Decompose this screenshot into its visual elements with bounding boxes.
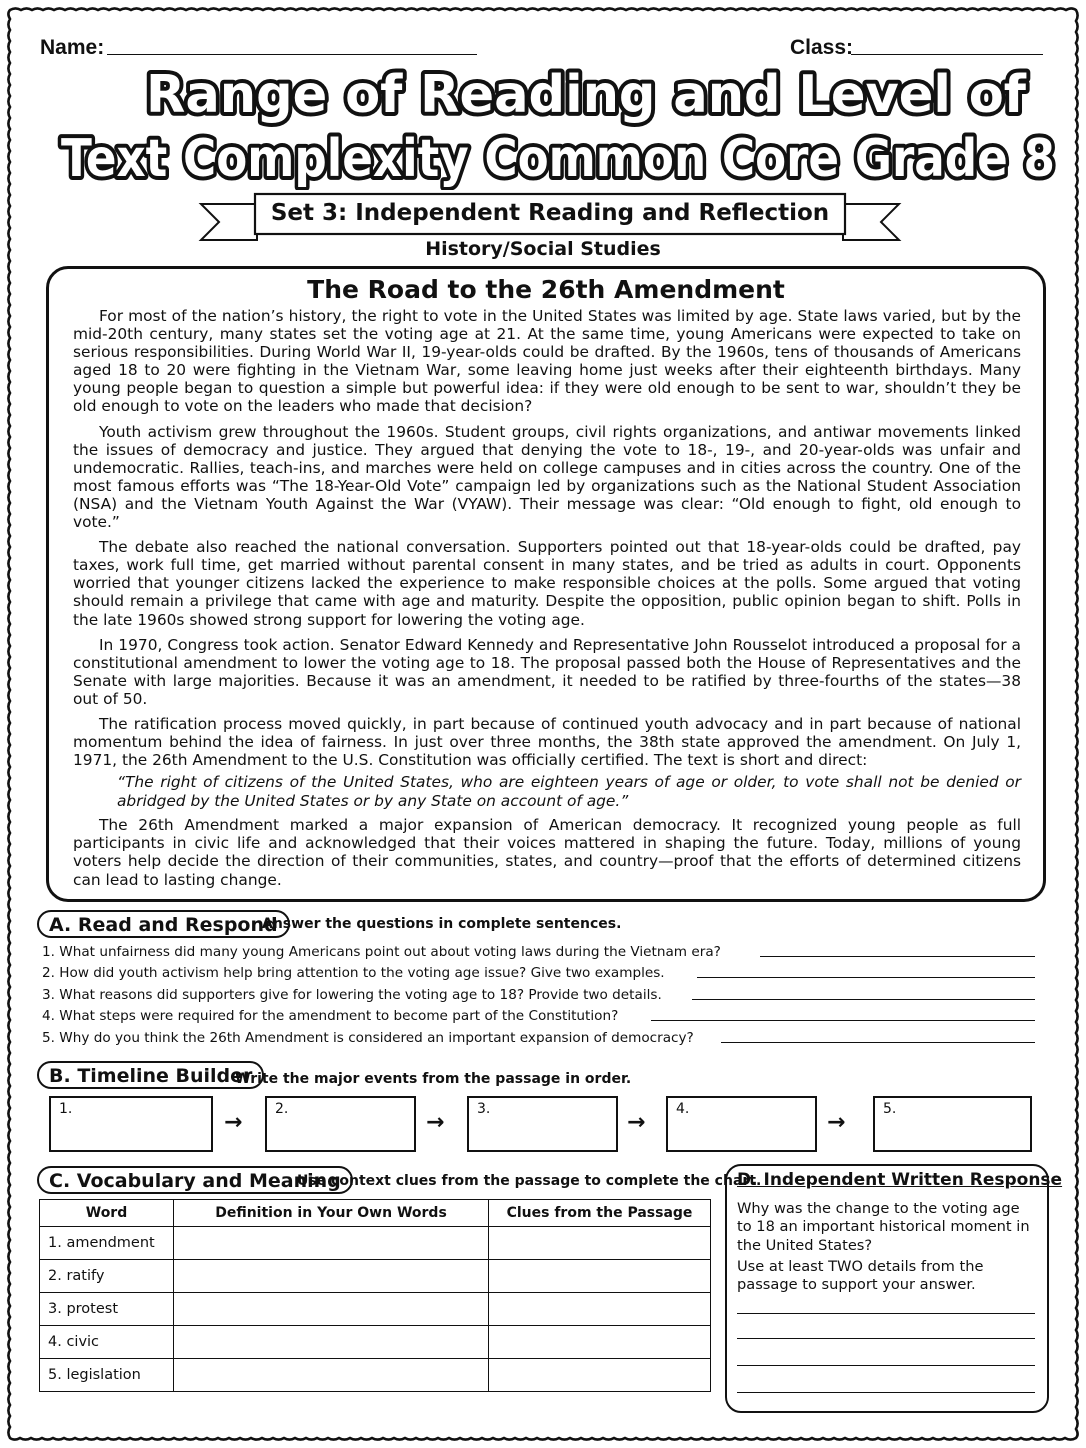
table-row (40, 1260, 711, 1293)
response-line[interactable] (737, 1338, 1035, 1339)
passage-paragraph: The debate also reached the national conversation. Supporters pointed out that 18-year-olds could be drafted, pay taxes, work full time, get married without parental consent in many states, and be tried as adults in court. Opponents worried that younger citizens lacked the experience to make responsible choices at the polls. Some argued that voting should remain a privilege that came with age and maturity. Despite the opposition, public opinion began to shift. Polls in the late 1960s showed strong support for lowering the voting age. (73, 538, 1021, 629)
vocab-word: 2. ratify (40, 1260, 174, 1293)
response-line[interactable] (737, 1313, 1035, 1314)
clues-cell[interactable] (489, 1260, 711, 1293)
vocab-word: 4. civic (40, 1326, 174, 1359)
definition-cell[interactable] (174, 1359, 489, 1392)
section-d-instruction: Use at least TWO details from the passage to support your answer. (737, 1258, 984, 1294)
section-a-label: A. Read and Respond (37, 910, 290, 938)
definition-cell[interactable] (174, 1260, 489, 1293)
amendment-quote: “The right of citizens of the United States, who are eighteen years of age or older, to vote shall not be denied or abridged by the United States or by any State on account of age.” (117, 773, 1021, 810)
timeline-box-3[interactable] (467, 1096, 618, 1152)
timeline-box-1[interactable] (49, 1096, 213, 1152)
definition-cell[interactable] (174, 1227, 489, 1260)
subject-label: History/Social Studies (425, 238, 661, 260)
section-d-prompt: Why was the change to the voting age to 18 an important historical moment in the United States? (737, 1200, 1030, 1254)
timeline-box-2[interactable] (265, 1096, 416, 1152)
answer-line-3[interactable] (692, 999, 1035, 1000)
definition-cell[interactable] (174, 1326, 489, 1359)
section-b-instruction: Write the major events from the passage in order. (235, 1071, 632, 1087)
column-header-word: Word (40, 1200, 174, 1227)
name-field[interactable] (107, 54, 477, 55)
title-line-1: Range of Reading and Level of (146, 65, 1028, 125)
set-title-banner (255, 194, 845, 232)
column-header-definition: Definition in Your Own Words (174, 1200, 489, 1227)
timeline-box-5[interactable] (873, 1096, 1032, 1152)
question-5: 5. Why do you think the 26th Amendment is considered an important expansion of democracy? (42, 1030, 694, 1046)
question-4: 4. What steps were required for the amendment to become part of the Constitution? (42, 1008, 619, 1024)
passage-title: The Road to the 26th Amendment (307, 275, 785, 304)
answer-line-1[interactable] (760, 956, 1035, 957)
written-response-box (725, 1164, 1063, 1413)
section-c-instruction: Use context clues from the passage to complete the chart. (297, 1173, 762, 1189)
table-row (40, 1359, 711, 1392)
title-line-2: Text Complexity Common Core Grade 8 (61, 129, 1055, 189)
response-line[interactable] (737, 1365, 1035, 1366)
vocab-word: 5. legislation (40, 1359, 174, 1392)
question-3: 3. What reasons did supporters give for lowering the voting age to 18? Provide two details. (42, 987, 662, 1003)
timeline-number: 4. (676, 1101, 690, 1117)
passage-paragraph: Youth activism grew throughout the 1960s. Student groups, civil rights organizations, and antiwar movements linked the issues of democracy and justice. They argued that denying the vote to 18-, 19-, and 20-year-olds was unfair and undemocratic. Rallies, teach-ins, and marches were held on college campuses and in cities across the country. One of the most famous efforts was “The 18-Year-Old Vote” campaign led by organizations such as the National Student Association (NSA) and the Vietnam Youth Against the War (VYAW). Their message was clear: “Old enough to fight, old enough to vote.” (73, 422, 1021, 532)
answer-line-5[interactable] (721, 1042, 1035, 1043)
definition-cell[interactable] (174, 1293, 489, 1326)
clues-cell[interactable] (489, 1227, 711, 1260)
passage-paragraph: The ratification process moved quickly, in part because of continued youth advocacy and in part because of national momentum behind the idea of fairness. In just over three months, the 38th state approved the amendment. On July 1, 1971, the 26th Amendment to the U.S. Constitution was officially certified. The text is short and direct: (73, 714, 1021, 770)
passage-box (46, 266, 1046, 902)
arrow-right-icon: → (224, 1110, 243, 1135)
answer-line-4[interactable] (651, 1020, 1035, 1021)
arrow-right-icon: → (426, 1110, 445, 1135)
arrow-right-icon: → (827, 1110, 846, 1135)
timeline-number: 2. (275, 1101, 289, 1117)
timeline-box-4[interactable] (666, 1096, 817, 1152)
question-2: 2. How did youth activism help bring attention to the voting age issue? Give two examples. (42, 965, 665, 981)
worksheet-title (0, 60, 1086, 190)
passage-paragraph: In 1970, Congress took action. Senator Edward Kennedy and Representative John Rousselot introduced a proposal for a constitutional amendment to lower the voting age to 18. The proposal passed both the House of Representatives and the Senate with large majorities. Because it was an amendment, it needed to be ratified by three-fourths of the states—38 out of 50. (73, 635, 1021, 708)
set-title: Set 3: Independent Reading and Reflection (270, 200, 830, 226)
table-row (40, 1293, 711, 1326)
section-b-label: B. Timeline Builder (37, 1061, 264, 1089)
vocab-word: 1. amendment (40, 1227, 174, 1260)
table-row (40, 1227, 711, 1260)
class-field[interactable] (851, 54, 1043, 55)
question-1: 1. What unfairness did many young Americans point out about voting laws during the Vietnam era? (42, 944, 721, 960)
vocab-word: 3. protest (40, 1293, 174, 1326)
clues-cell[interactable] (489, 1326, 711, 1359)
section-c-label: C. Vocabulary and Meaning (37, 1166, 353, 1194)
clues-cell[interactable] (489, 1359, 711, 1392)
answer-line-2[interactable] (697, 977, 1035, 978)
passage-paragraph: For most of the nation’s history, the right to vote in the United States was limited by age. State laws varied, but by the mid-20th century, many states set the voting age at 21. At the same time, young Americans were expected to take on serious responsibilities. During World War II, 19-year-olds could be drafted. By the 1960s, tens of thousands of Americans aged 18 to 20 were fighting in the Vietnam War, some leaving home just weeks after their eighteenth birthdays. Many young people began to question a simple but powerful idea: if they were old enough to be sent to war, shouldn’t they be old enough to vote on the leaders who made that decision? (73, 307, 1021, 416)
arrow-right-icon: → (627, 1110, 646, 1135)
passage-body (73, 307, 1021, 896)
timeline-number: 5. (883, 1101, 897, 1117)
class-label: Class: (790, 36, 854, 59)
passage-paragraph: The 26th Amendment marked a major expansion of American democracy. It recognized young people as full participants in civic life and acknowledged that their voices mattered in shaping the future. Today, millions of young voters help decide the direction of their communities, states, and country—proof that the efforts of determined citizens can lead to lasting change. (73, 816, 1021, 889)
vocabulary-table (39, 1199, 711, 1392)
clues-cell[interactable] (489, 1293, 711, 1326)
timeline-number: 3. (477, 1101, 491, 1117)
response-line[interactable] (737, 1392, 1035, 1393)
timeline-number: 1. (59, 1101, 73, 1117)
section-d-label: D. Independent Written Response (737, 1170, 1063, 1190)
table-row (40, 1326, 711, 1359)
section-a-instruction: Answer the questions in complete sentences. (262, 916, 622, 932)
name-label: Name: (40, 36, 105, 59)
table-header-row (40, 1200, 711, 1227)
column-header-clues: Clues from the Passage (489, 1200, 711, 1227)
